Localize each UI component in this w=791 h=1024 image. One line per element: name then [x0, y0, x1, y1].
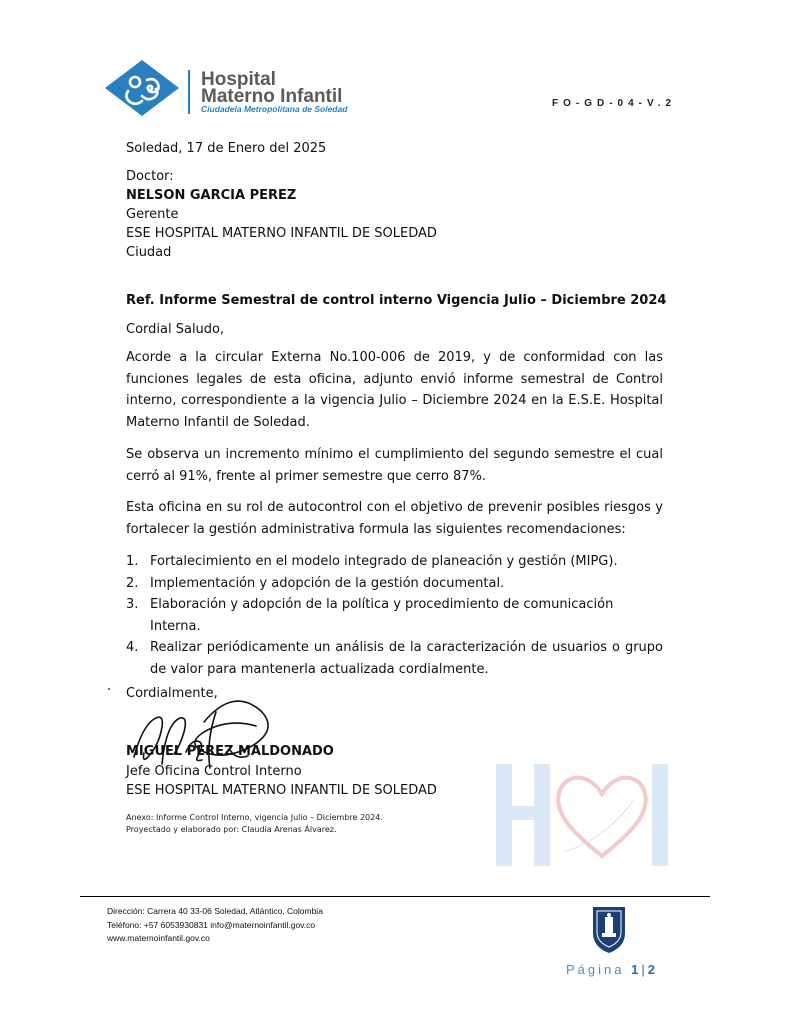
closing: Cordialmente,: [126, 686, 218, 701]
list-item-text: Realizar periódicamente un análisis de la caracterización de usuarios o grupo de valor para mantenerla actualizada cordialmente.: [150, 640, 663, 677]
prepared-by-note: Proyectado y elaborado por: Claudia Arenas Álvarez.: [126, 825, 337, 834]
recipient-org: ESE HOSPITAL MATERNO INFANTIL DE SOLEDAD: [126, 226, 437, 241]
page-total: 2: [647, 962, 658, 977]
institutional-seal-icon: [589, 903, 629, 955]
annex-note: Anexo: Informe Control Interno, vigencia Julio – Diciembre 2024.: [126, 813, 383, 822]
form-code: FO-GD-04-V.2: [552, 98, 677, 109]
signer-role: Jefe Oficina Control Interno: [126, 764, 302, 779]
page-label: Página: [566, 962, 625, 977]
list-item-number: 1.: [126, 554, 139, 569]
recipient-role: Gerente: [126, 207, 179, 222]
list-item: [126, 637, 663, 680]
handwritten-signature: [124, 682, 284, 777]
signer-name: MIGUEL PEREZ MALDONADO: [126, 744, 334, 759]
footer-website: www.maternoinfantil.gov.co: [107, 933, 210, 943]
page-current: 1: [631, 962, 642, 977]
footer-address: Dirección: Carrera 40 33-06 Soledad, Atlántico, Colombia: [107, 906, 323, 916]
hospital-logo-icon: [103, 58, 181, 118]
footer-contact: [107, 905, 323, 946]
paragraph-1: Acorde a la circular Externa No.100-006 de 2019, y de conformidad con las funciones legales de esta oficina, adjunto envió informe semestral de Control interno, correspondiente a la vigencia Julio – Diciembre 2024 en la E.S.E. Hospital Materno Infantil de Soledad.: [126, 350, 663, 430]
logo-divider: [188, 70, 190, 114]
footer-divider: [80, 896, 710, 897]
list-item-number: 3.: [126, 597, 139, 612]
list-item: [126, 594, 663, 637]
salutation-title: Doctor:: [126, 169, 174, 184]
logo-title-line1: Hospital: [201, 69, 276, 90]
logo-title-line2: Materno Infantil: [201, 86, 343, 107]
list-item-number: 4.: [126, 640, 139, 655]
signer-org: ESE HOSPITAL MATERNO INFANTIL DE SOLEDAD: [126, 783, 437, 798]
paragraph-3: Esta oficina en su rol de autocontrol con el objetivo de prevenir posibles riesgos y fortalecer la gestión administrativa formula las siguientes recomendaciones:: [126, 500, 663, 537]
recommendations-list: [126, 551, 663, 680]
logo-subtitle: Ciudadela Metropolitana de Soledad: [201, 104, 348, 114]
list-item-text: Elaboración y adopción de la política y procedimiento de comunicación Interna.: [150, 597, 614, 634]
recipient-city: Ciudad: [126, 245, 172, 260]
greeting: Cordial Saludo,: [126, 322, 225, 337]
stray-dot: [108, 688, 110, 690]
reference-line: Ref. Informe Semestral de control interno Vigencia Julio – Diciembre 2024: [126, 293, 667, 308]
list-item-number: 2.: [126, 575, 139, 591]
page-number: [566, 962, 658, 977]
list-item: [126, 573, 663, 595]
paragraph-2: Se observa un incremento mínimo el cumplimiento del segundo semestre el cual cerró al 91%, frente al primer semestre que cerro 87%.: [126, 447, 663, 484]
list-item: [126, 551, 663, 573]
page-separator: |: [641, 962, 648, 977]
hmi-watermark-icon: [492, 760, 672, 870]
recipient-name: NELSON GARCIA PEREZ: [126, 188, 297, 203]
list-item-text: Implementación y adopción de la gestión documental.: [150, 575, 505, 591]
footer-phone-email: Teléfono: +57 6053930831 info@maternoinfantil.gov.co: [107, 919, 316, 930]
list-item-text: Fortalecimiento en el modelo integrado de planeación y gestión (MIPG).: [150, 554, 618, 569]
letter-date: Soledad, 17 de Enero del 2025: [126, 141, 327, 156]
